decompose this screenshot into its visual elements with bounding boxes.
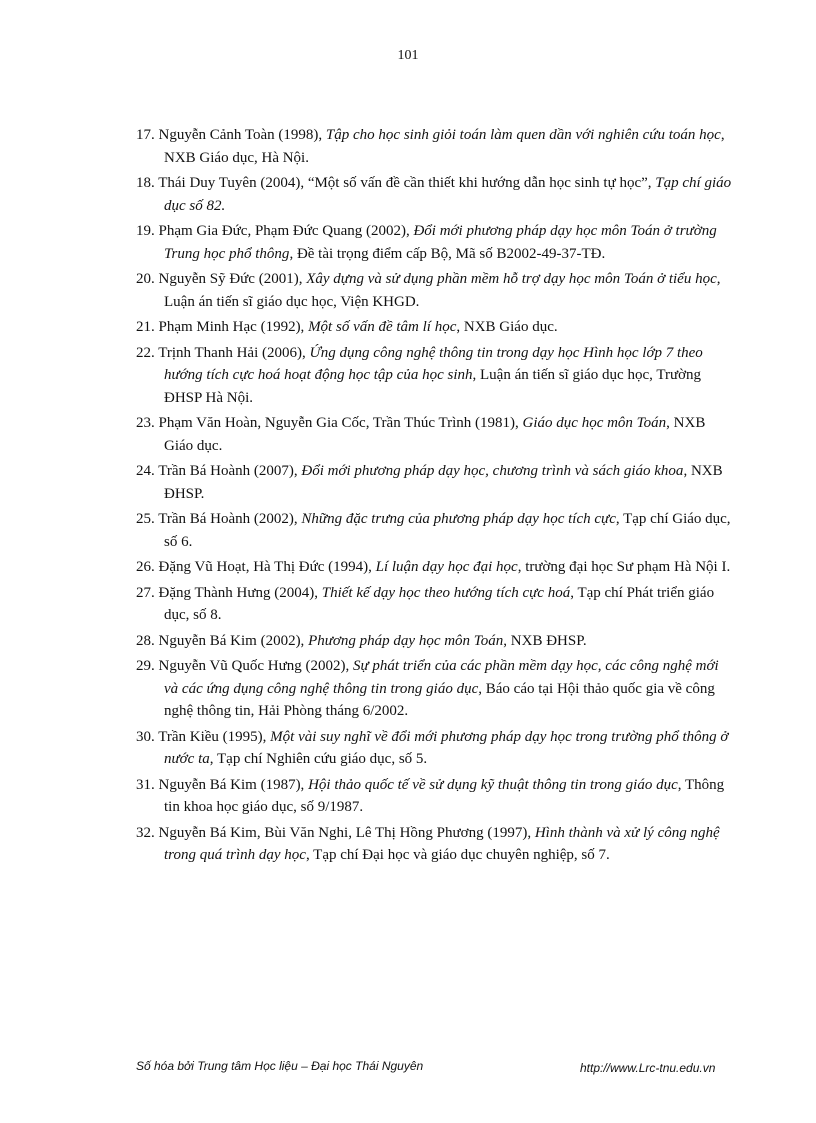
reference-publisher: , NXB ĐHSP. (164, 463, 723, 502)
reference-publisher: , Tạp chí Giáo dục, số 6. (164, 511, 731, 550)
reference-authors: Trần Bá Hoành (2007), (158, 463, 302, 479)
reference-item (136, 220, 736, 265)
reference-authors: Đặng Thành Hưng (2004), (158, 584, 322, 601)
reference-authors: Trịnh Thanh Hải (2006), (158, 344, 310, 361)
reference-item (136, 655, 736, 723)
reference-title: Tập cho học sinh giỏi toán làm quen dần với nghiên cứu toán học (325, 127, 721, 143)
reference-number: 18. (136, 175, 155, 191)
reference-authors: Phạm Minh Hạc (1992), (158, 319, 309, 335)
footer-url[interactable]: http://www.Lrc-tnu.edu.vn (580, 1061, 716, 1075)
reference-title: Phương pháp dạy học môn Toán (308, 632, 504, 649)
reference-title: Thiết kế dạy học theo hướng tích cực hoá (321, 584, 571, 601)
reference-item (136, 172, 736, 217)
reference-item (136, 726, 736, 771)
reference-publisher: , Đề tài trọng điểm cấp Bộ, Mã số B2002-49-37-TĐ. (289, 245, 606, 262)
reference-publisher: , Thông tin khoa học giáo dục, số 9/1987. (164, 776, 725, 815)
reference-number: 17. (136, 127, 155, 143)
reference-title: Xây dựng và sử dụng phần mềm hỗ trợ dạy học môn Toán ở tiểu học (306, 271, 717, 287)
reference-number: 24. (136, 463, 155, 479)
reference-number: 21. (136, 319, 155, 335)
reference-title: Giáo dục học môn Toán (522, 415, 667, 431)
reference-publisher: , Luận án tiến sĩ giáo dục học, Trường ĐHSP Hà Nội. (164, 367, 702, 406)
reference-authors: Phạm Gia Đức, Phạm Đức Quang (2002), (158, 223, 414, 239)
reference-authors: Nguyễn Bá Kim, Bùi Văn Nghi, Lê Thị Hồng Phương (1997), (158, 824, 535, 841)
reference-publisher: , NXB Giáo dục. (164, 415, 706, 454)
reference-item (136, 556, 736, 579)
reference-title: Những đặc trưng của phương pháp dạy học tích cực (301, 511, 616, 527)
reference-number: 27. (136, 584, 155, 601)
page-number: 101 (397, 48, 419, 63)
reference-item (136, 268, 736, 313)
reference-number: 30. (136, 728, 155, 745)
reference-item (136, 316, 736, 339)
reference-publisher: , Tạp chí Nghiên cứu giáo dục, số 5. (209, 751, 428, 767)
reference-number: 26. (136, 559, 155, 575)
reference-authors: Trần Bá Hoành (2002), (158, 511, 302, 527)
reference-number: 25. (136, 511, 155, 527)
reference-title: Đổi mới phương pháp dạy học môn Toán ở trường Trung học phổ thông (164, 223, 717, 262)
reference-publisher: , NXB Giáo dục, Hà Nội. (164, 127, 725, 166)
reference-number: 22. (136, 344, 155, 361)
reference-title: Hội thảo quốc tế về sử dụng kỹ thuật thông tin trong giáo dục (308, 776, 678, 793)
reference-title: Đổi mới phương pháp dạy học, chương trình và sách giáo khoa (301, 463, 684, 479)
reference-publisher: , NXB Giáo dục. (456, 319, 558, 335)
reference-number: 20. (136, 271, 155, 287)
reference-authors: Thái Duy Tuyên (2004), “Một số vấn đề cần thiết khi hướng dẫn học sinh tự học”, (158, 175, 656, 191)
reference-authors: Nguyễn Sỹ Đức (2001), (158, 271, 307, 287)
reference-title: Một số vấn đề tâm lí học (308, 319, 457, 335)
reference-item (136, 342, 736, 410)
reference-publisher: , Tạp chí Phát triển giáo dục, số 8. (164, 584, 715, 623)
reference-item (136, 822, 736, 867)
reference-authors: Nguyễn Bá Kim (1987), (158, 776, 309, 793)
reference-authors: Trần Kiều (1995), (158, 728, 271, 745)
reference-publisher: , NXB ĐHSP. (503, 632, 587, 649)
reference-item (136, 774, 736, 819)
reference-number: 29. (136, 658, 155, 674)
reference-authors: Đặng Vũ Hoạt, Hà Thị Đức (1994), (158, 559, 376, 575)
footer-source: Số hóa bởi Trung tâm Học liệu – Đại học Thái Nguyên (136, 1059, 424, 1073)
reference-item (136, 630, 736, 653)
reference-item (136, 582, 736, 627)
reference-number: 28. (136, 632, 155, 649)
reference-title: Tạp chí giáo dục số 82. (164, 175, 732, 214)
reference-authors: Nguyễn Bá Kim (2002), (158, 632, 309, 649)
reference-item (136, 412, 736, 457)
reference-authors: Nguyễn Cảnh Toàn (1998), (158, 127, 326, 143)
reference-publisher: , Tạp chí Đại học và giáo dục chuyên nghiệp, số 7. (305, 847, 610, 863)
reference-title: Một vài suy nghĩ về đổi mới phương pháp dạy học trong trường phổ thông ở nước ta (164, 728, 729, 767)
reference-number: 19. (136, 223, 155, 239)
reference-authors: Nguyễn Vũ Quốc Hưng (2002), (158, 658, 353, 674)
reference-publisher: , Báo cáo tại Hội thảo quốc gia về công nghệ thông tin, Hải Phòng tháng 6/2002. (164, 680, 715, 719)
reference-title: Lí luận dạy học đại học (375, 559, 518, 575)
reference-item (136, 460, 736, 505)
reference-publisher: , Luận án tiến sĩ giáo dục học, Viện KHGD. (164, 271, 721, 310)
reference-number: 23. (136, 415, 155, 431)
reference-title: Ứng dụng công nghệ thông tin trong dạy học Hình học lớp 7 theo hướng tích cực hoá hoạt động học tập của học sinh (164, 344, 703, 383)
reference-publisher: , trường đại học Sư phạm Hà Nội I. (517, 559, 731, 575)
reference-title: Hình thành và xử lý công nghệ trong quá trình dạy học (164, 824, 720, 863)
reference-number: 32. (136, 824, 155, 841)
reference-item (136, 124, 736, 169)
reference-authors: Phạm Văn Hoàn, Nguyễn Gia Cốc, Trần Thúc Trình (1981), (158, 415, 523, 431)
reference-title: Sự phát triển của các phần mềm dạy học, các công nghệ mới và các ứng dụng công nghệ thông tin trong giáo dục (164, 658, 719, 697)
reference-list (136, 124, 736, 870)
reference-item (136, 508, 736, 553)
reference-number: 31. (136, 776, 155, 793)
